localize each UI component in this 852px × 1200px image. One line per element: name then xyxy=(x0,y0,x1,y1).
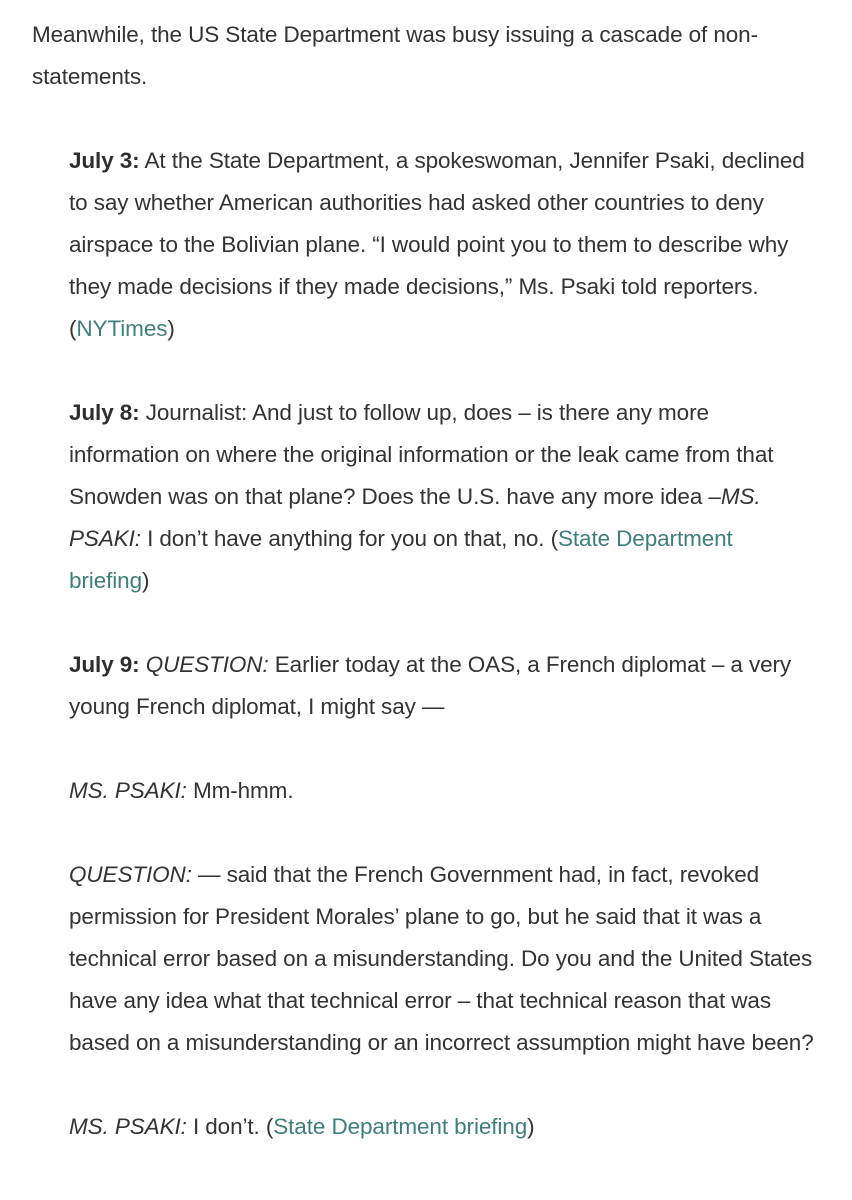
psaki-final-reply: MS. PSAKI: I don’t. (State Department briefing) xyxy=(69,1114,535,1139)
question-paragraph xyxy=(69,854,818,1064)
intro-paragraph: Meanwhile, the US State Department was busy issuing a cascade of non-statements. xyxy=(32,22,758,89)
entry-text: At the State Department, a spokeswoman, Jennifer Psaki, declined to say whether American authorities had asked other countries to deny airspace to the Bolivian plane. “I would point you to them to describe why they made decisions if they made decisions,” Ms. Psaki told reporters. ( xyxy=(69,148,805,341)
psaki-reply xyxy=(69,770,818,812)
entry-july-3: July 3: At the State Department, a spokeswoman, Jennifer Psaki, declined to say whether American authorities had asked other countries to deny airspace to the Bolivian plane. “I would point you to them to describe why they made decisions if they made decisions,” Ms. Psaki told reporters. (NYTimes) xyxy=(69,148,805,341)
entry-text: Mm-hmm. xyxy=(186,778,294,803)
entry-date: July 9: xyxy=(69,652,140,677)
entry-text: — said that the French Government had, in fact, revoked permission for President Morales’ plane to go, but he said that it was a technical error based on a misunderstanding. Do you and the United States have any idea what that technical error – that technical reason that was based on a misunderstanding or an incorrect assumption might have been? xyxy=(69,862,814,1055)
entry-text: I don’t have anything for you on that, no. ( xyxy=(140,526,558,551)
speaker-label: QUESTION: xyxy=(139,652,269,677)
state-department-briefing-link[interactable]: State Department briefing xyxy=(273,1114,528,1139)
entry-july-9 xyxy=(69,644,818,728)
speaker-label: QUESTION: xyxy=(69,862,192,887)
speaker-label: MS. PSAKI: xyxy=(69,778,187,803)
speaker-label: MS. PSAKI: xyxy=(69,1114,187,1139)
nytimes-link[interactable]: NYTimes xyxy=(76,316,168,341)
entry-date: July 8: xyxy=(69,400,140,425)
blockquote xyxy=(32,140,832,1148)
entry-text: Journalist: And just to follow up, does – is there any more information on where the original information or the leak came from that Snowden was on that plane? Does the U.S. have any more idea – xyxy=(69,400,774,509)
state-department-briefing-link[interactable]: State Department briefing xyxy=(69,526,733,593)
entry-text: Earlier today at the OAS, a French diplomat – a very young French diplomat, I might say — xyxy=(69,652,792,719)
speaker-label: MS. PSAKI: xyxy=(69,484,761,551)
entry-july-8: July 8: Journalist: And just to follow up, does – is there any more information on where the original information or the leak came from that Snowden was on that plane? Does the U.S. have any more idea –MS. PSAKI: I don’t have anything for you on that, no. (State Department briefing) xyxy=(69,400,774,593)
entry-date: July 3: xyxy=(69,148,140,173)
entry-text: I don’t. ( xyxy=(186,1114,274,1139)
